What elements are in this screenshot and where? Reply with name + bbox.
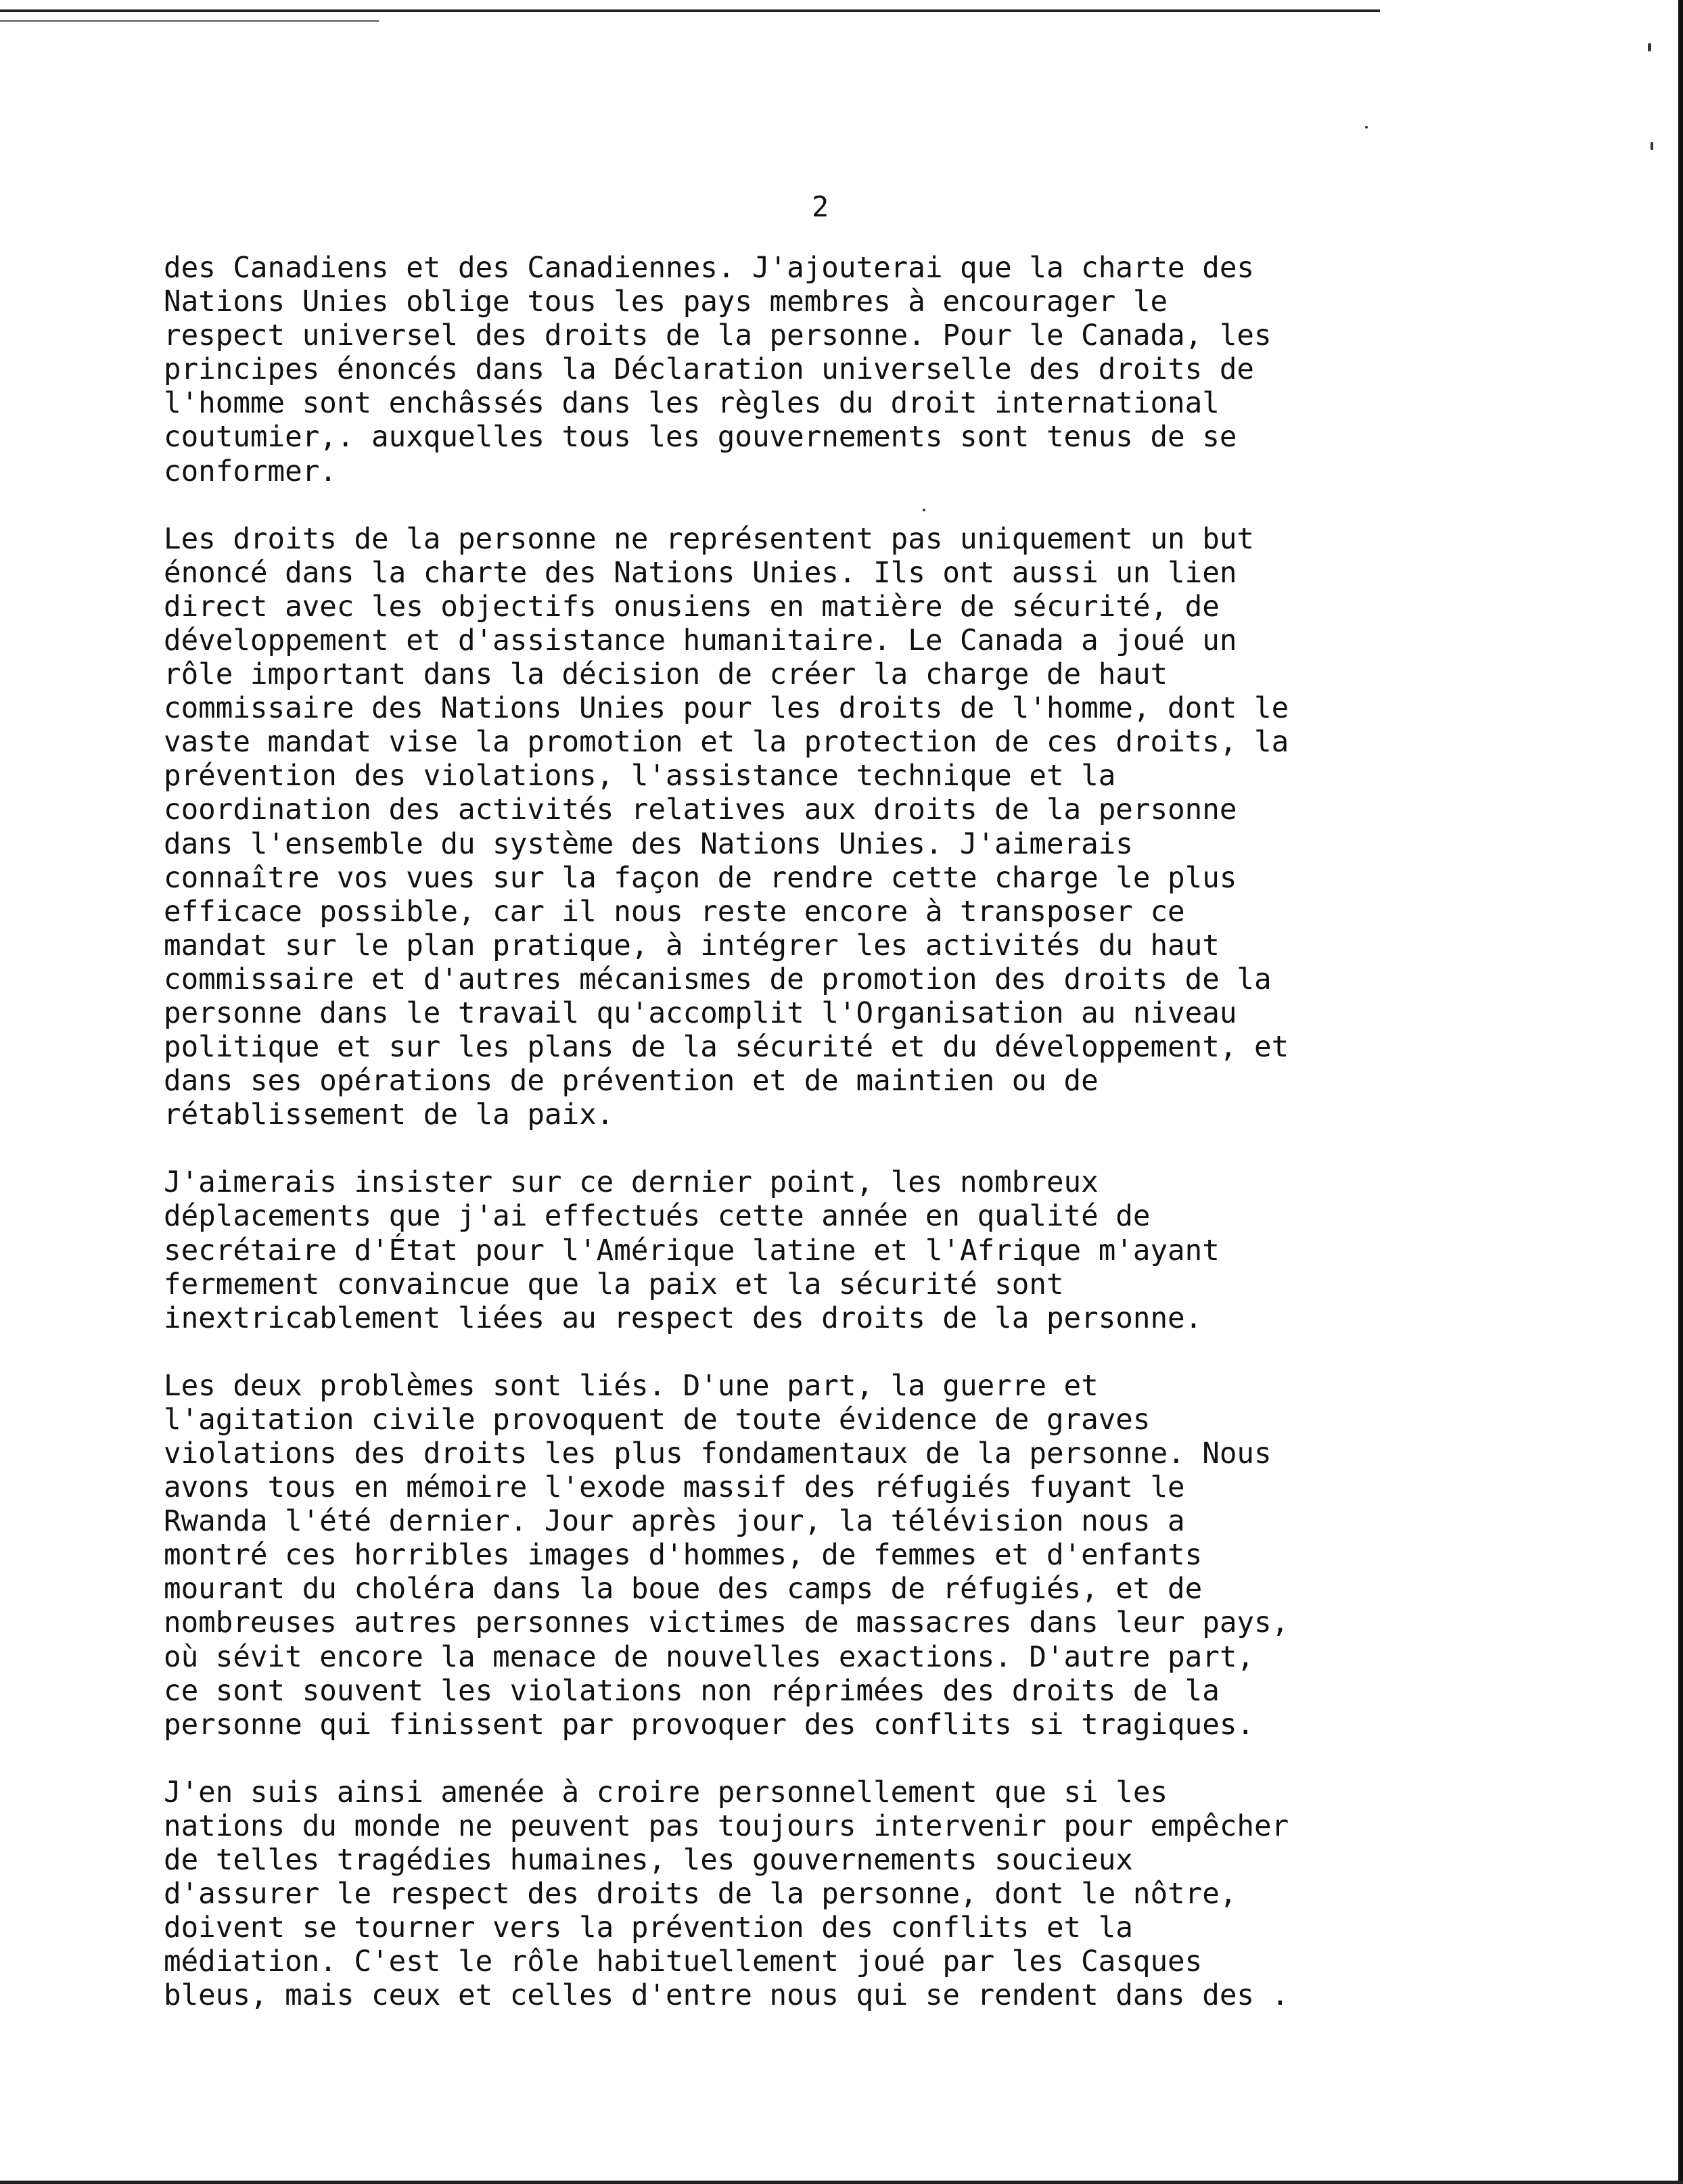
text-line: efficace possible, car il nous reste encore à transposer ce bbox=[164, 895, 1185, 929]
text-line: inextricablement liées au respect des droits de la personne. bbox=[164, 1301, 1203, 1335]
text-line: mourant du choléra dans la boue des camps de réfugiés, et de bbox=[164, 1573, 1203, 1606]
text-line: d'assurer le respect des droits de la personne, dont le nôtre, bbox=[164, 1878, 1237, 1911]
scan-edge-bottom bbox=[0, 2181, 1683, 2184]
text-line: Les deux problèmes sont liés. D'une part, la guerre et bbox=[164, 1369, 1099, 1403]
paragraph bbox=[164, 1776, 1544, 2014]
text-line: conformer. bbox=[164, 455, 337, 488]
text-line: dans ses opérations de prévention et de maintien ou de bbox=[164, 1065, 1099, 1098]
text-line: dans l'ensemble du système des Nations Unies. J'aimerais bbox=[164, 827, 1133, 861]
text-line: médiation. C'est le rôle habituellement joué par les Casques bbox=[164, 1945, 1203, 1979]
text-line: montré ces horribles images d'hommes, de femmes et d'enfants bbox=[164, 1539, 1203, 1573]
text-line: politique et sur les plans de la sécurité et du développement, et bbox=[164, 1031, 1289, 1065]
text-line: Les droits de la personne ne représentent pas uniquement un but bbox=[164, 522, 1254, 556]
scan-speck bbox=[1365, 126, 1368, 129]
paragraph bbox=[164, 1370, 1544, 1742]
text-line: commissaire et d'autres mécanismes de promotion des droits de la bbox=[164, 962, 1272, 996]
text-line: nombreuses autres personnes victimes de massacres dans leur pays, bbox=[164, 1606, 1289, 1640]
text-line: avons tous en mémoire l'exode massif des réfugiés fuyant le bbox=[164, 1471, 1185, 1505]
text-line: vaste mandat vise la promotion et la protection de ces droits, la bbox=[164, 726, 1289, 760]
text-line: de telles tragédies humaines, les gouvernements soucieux bbox=[164, 1844, 1133, 1878]
text-line: secrétaire d'État pour l'Amérique latine et l'Afrique m'ayant bbox=[164, 1234, 1220, 1268]
text-line: déplacements que j'ai effectués cette année en qualité de bbox=[164, 1200, 1151, 1234]
text-line: rôle important dans la décision de créer la charge de haut bbox=[164, 658, 1168, 692]
text-line: coordination des activités relatives aux droits de la personne bbox=[164, 793, 1237, 827]
paragraph bbox=[164, 1166, 1544, 1335]
text-line: nations du monde ne peuvent pas toujours intervenir pour empêcher bbox=[164, 1809, 1289, 1843]
page-number: 2 bbox=[812, 190, 829, 223]
text-line: fermement convaincue que la paix et la sécurité sont bbox=[164, 1268, 1064, 1301]
scan-speck bbox=[1651, 142, 1653, 150]
scan-edge-top-thin bbox=[0, 20, 379, 22]
text-line: personne qui finissent par provoquer des conflits si tragiques. bbox=[164, 1708, 1254, 1742]
text-line: où sévit encore la menace de nouvelles exactions. D'autre part, bbox=[164, 1640, 1254, 1674]
scan-edge-top bbox=[0, 9, 1380, 12]
text-line: bleus, mais ceux et celles d'entre nous qui se rendent dans des . bbox=[164, 1979, 1289, 2013]
text-line: Nations Unies oblige tous les pays membres à encourager le bbox=[164, 285, 1168, 319]
scan-edge-right bbox=[1678, 0, 1683, 2184]
text-line: coutumier,. auxquelles tous les gouvernements sont tenus de se bbox=[164, 421, 1237, 455]
text-line: rétablissement de la paix. bbox=[164, 1098, 614, 1132]
text-line: respect universel des droits de la personne. Pour le Canada, les bbox=[164, 319, 1272, 353]
paragraph bbox=[164, 523, 1544, 1133]
text-line: l'homme sont enchâssés dans les règles du droit international bbox=[164, 387, 1220, 421]
text-line: des Canadiens et des Canadiennes. J'ajouterai que la charte des bbox=[164, 252, 1254, 285]
text-line: connaître vos vues sur la façon de rendre cette charge le plus bbox=[164, 861, 1237, 895]
scan-speck bbox=[1648, 43, 1651, 51]
paragraph bbox=[164, 252, 1544, 489]
text-line: prévention des violations, l'assistance technique et la bbox=[164, 760, 1116, 793]
text-line: Rwanda l'été dernier. Jour après jour, la télévision nous a bbox=[164, 1505, 1185, 1539]
text-line: l'agitation civile provoquent de toute évidence de graves bbox=[164, 1403, 1151, 1437]
text-line: énoncé dans la charte des Nations Unies. Ils ont aussi un lien bbox=[164, 556, 1237, 590]
text-line: violations des droits les plus fondamentaux de la personne. Nous bbox=[164, 1437, 1272, 1470]
text-line: direct avec les objectifs onusiens en matière de sécurité, de bbox=[164, 590, 1220, 624]
text-line: mandat sur le plan pratique, à intégrer les activités du haut bbox=[164, 929, 1220, 962]
text-line: J'aimerais insister sur ce dernier point, les nombreux bbox=[164, 1166, 1099, 1200]
text-line: J'en suis ainsi amenée à croire personnellement que si les bbox=[164, 1775, 1168, 1809]
text-line: ce sont souvent les violations non réprimées des droits de la bbox=[164, 1674, 1220, 1708]
document-body bbox=[164, 252, 1544, 2047]
text-line: commissaire des Nations Unies pour les droits de l'homme, dont le bbox=[164, 692, 1289, 726]
text-line: développement et d'assistance humanitaire. Le Canada a joué un bbox=[164, 624, 1237, 657]
text-line: doivent se tourner vers la prévention des conflits et la bbox=[164, 1911, 1133, 1945]
text-line: principes énoncés dans la Déclaration universelle des droits de bbox=[164, 353, 1254, 387]
text-line: personne dans le travail qu'accomplit l'Organisation au niveau bbox=[164, 996, 1237, 1030]
